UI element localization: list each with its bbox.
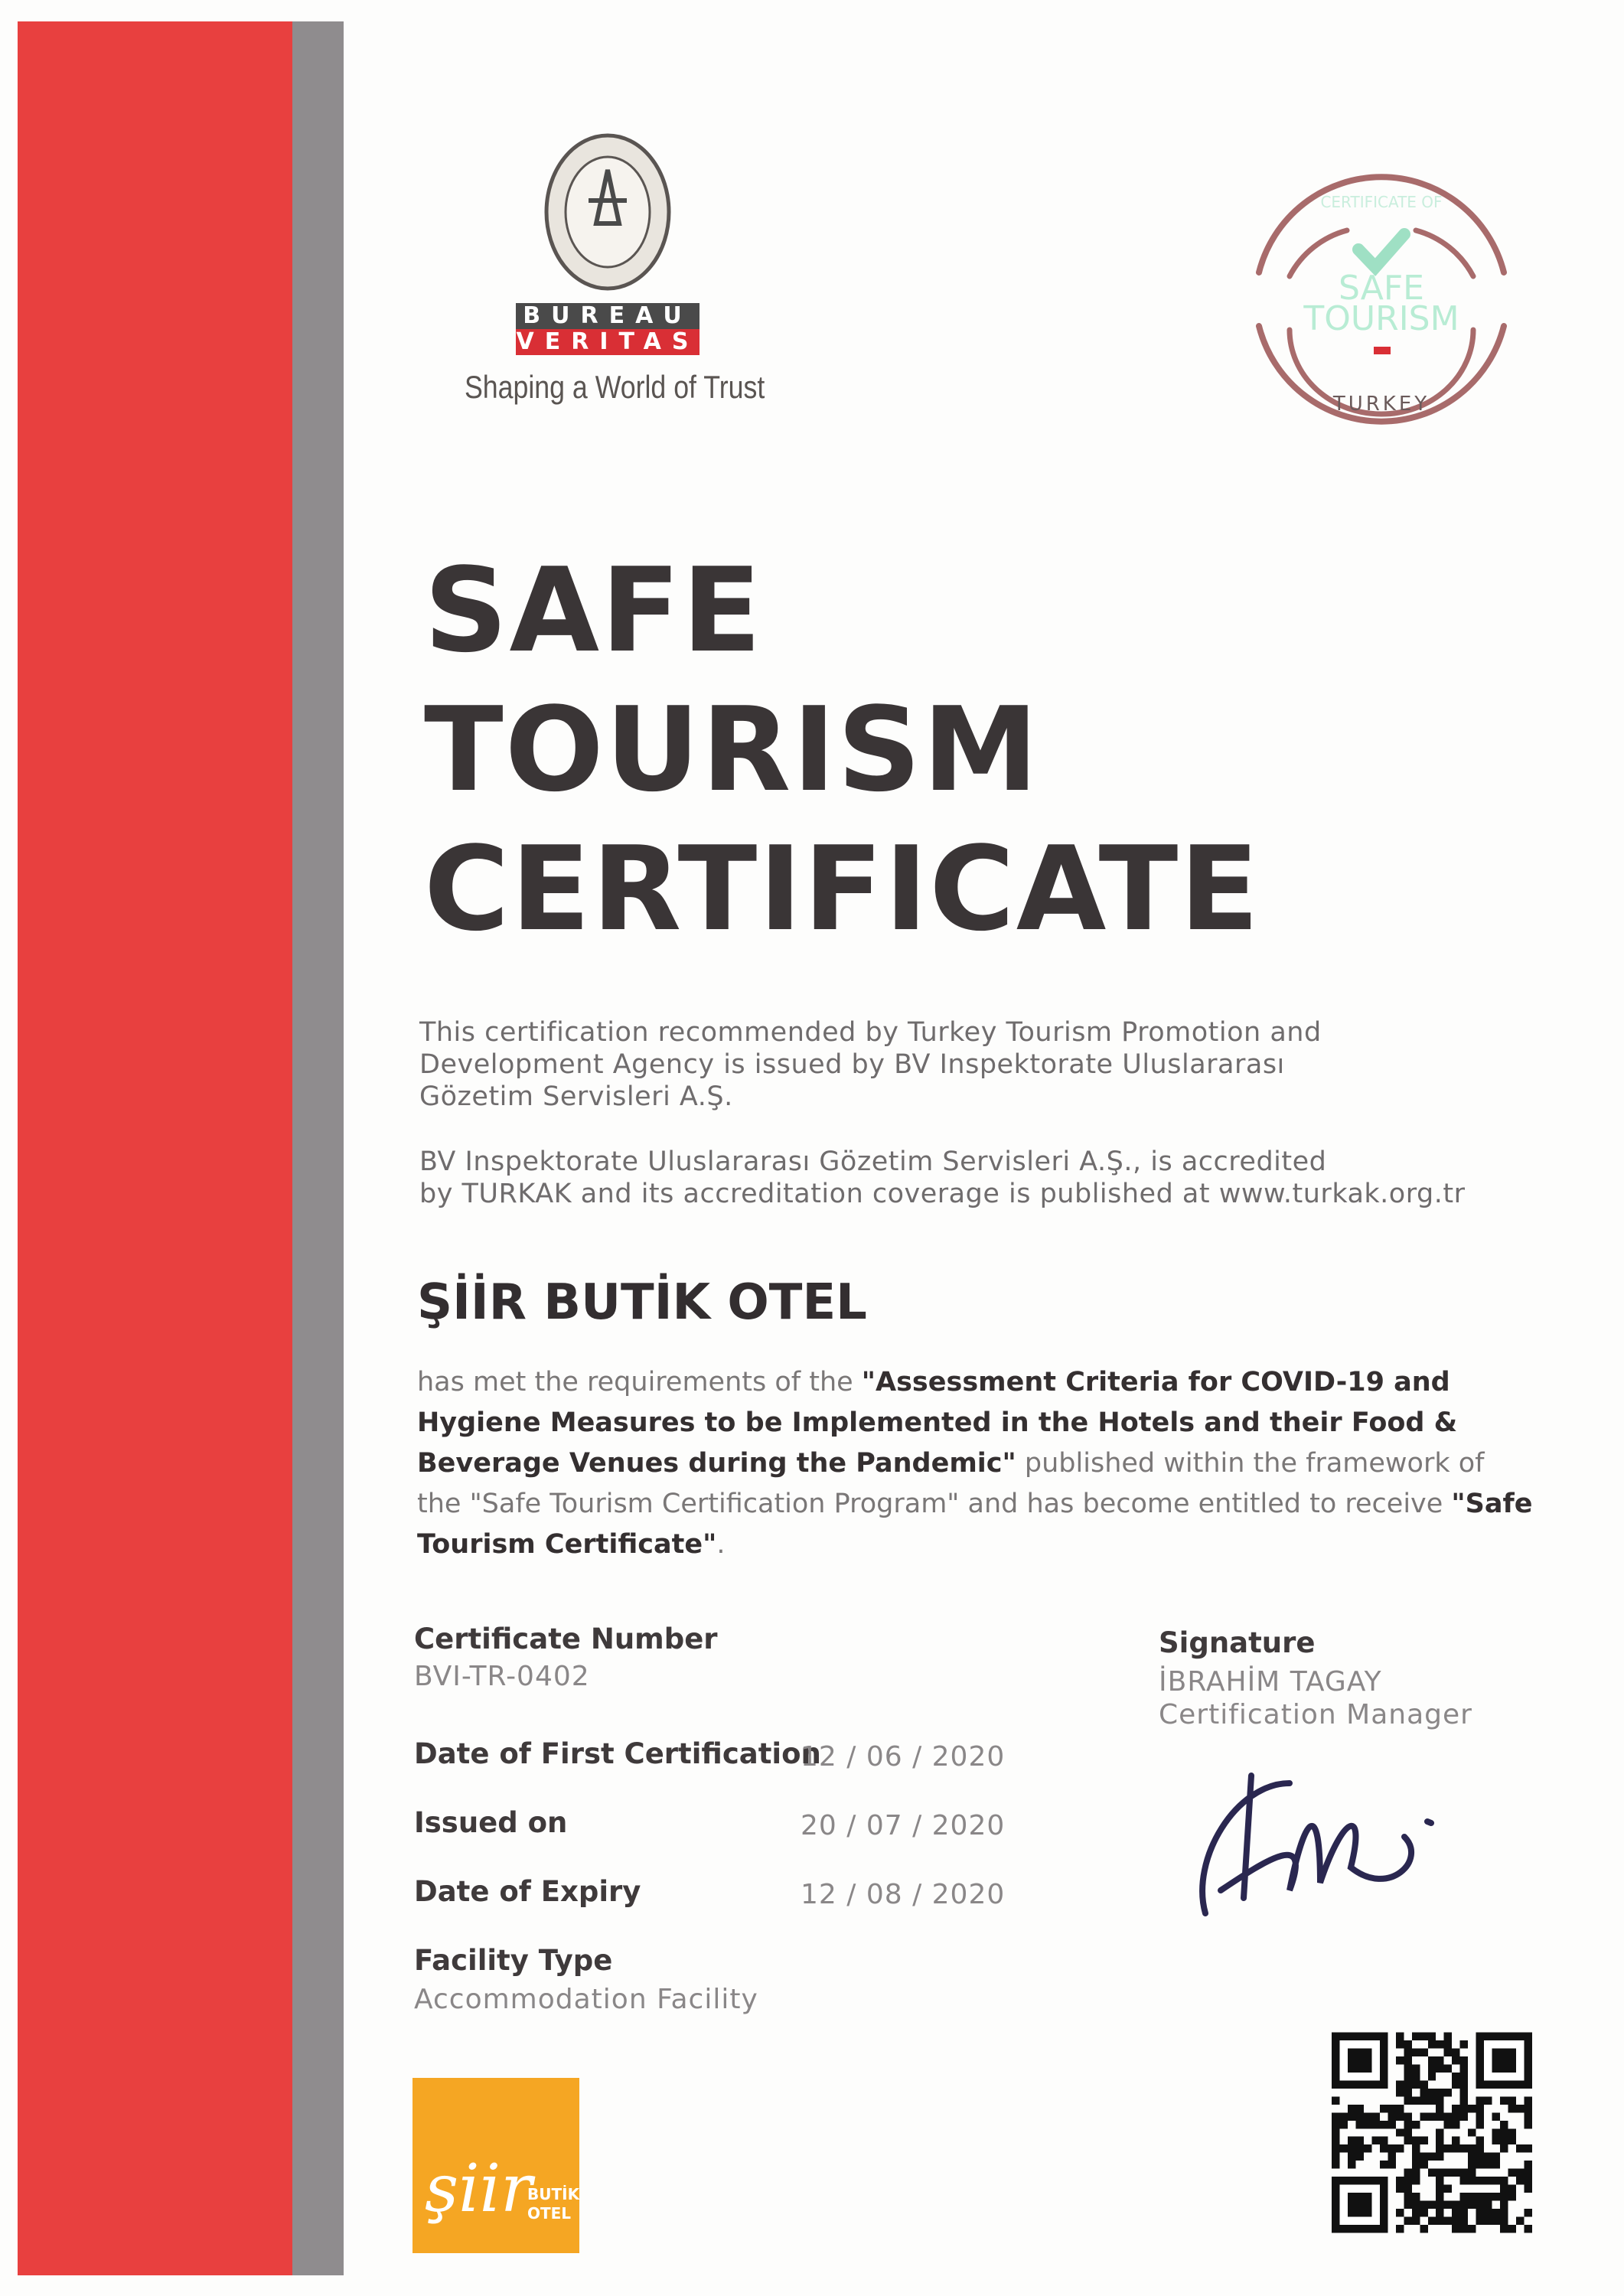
intro-line: Development Agency is issued by BV Inspektorate Uluslararası	[419, 1049, 1285, 1080]
statement-text: has met the requirements of the	[417, 1367, 862, 1397]
logo-sub-text: OTEL	[527, 2204, 572, 2223]
bv-emblem-icon	[543, 132, 673, 292]
accreditation-line: BV Inspektorate Uluslararası Gözetim Servisleri A.Ş., is accredited	[419, 1146, 1327, 1177]
first-cert-value: 12 / 06 / 2020	[801, 1741, 1006, 1773]
intro-line: Gözetim Servisleri A.Ş.	[419, 1081, 733, 1112]
statement-text: published within the framework of the "Safe Tourism Certification Program" and has become entitled to receive	[417, 1448, 1485, 1519]
seal-tourism: TOURISM	[1303, 299, 1459, 338]
bureau-veritas-logo	[439, 132, 776, 438]
statement-text: .	[716, 1529, 726, 1560]
issued-label: Issued on	[414, 1806, 568, 1839]
certificate-name: "Safe Tourism Certificate"	[417, 1489, 1533, 1560]
facility-value: Accommodation Facility	[414, 1984, 758, 2015]
bv-wordmark-top: BUREAU	[516, 303, 699, 329]
logo-sub-text: BUTİK	[527, 2185, 580, 2203]
first-cert-label: Date of First Certification	[414, 1737, 821, 1770]
facility-label: Facility Type	[414, 1944, 613, 1977]
signatory-name: İBRAHİM TAGAY	[1159, 1666, 1382, 1698]
expiry-label: Date of Expiry	[414, 1875, 641, 1908]
issued-value: 20 / 07 / 2020	[801, 1810, 1006, 1841]
checkmark-icon	[1358, 234, 1404, 267]
intro-line: This certification recommended by Turkey Tourism Promotion and	[419, 1017, 1322, 1048]
handwritten-signature	[1175, 1768, 1527, 1921]
safe-tourism-seal	[1244, 146, 1519, 433]
seal-turkey: TURKEY	[1332, 393, 1430, 416]
title-line-2: TOURISM	[424, 682, 1040, 817]
criteria-title: "Assessment Criteria for COVID-19 and Hygiene Measures to be Implemented in the Hotels and their Food & Beverage Venues during the Pandemic"	[417, 1367, 1458, 1479]
cert-number-value: BVI-TR-0402	[414, 1661, 590, 1692]
expiry-value: 12 / 08 / 2020	[801, 1879, 1006, 1910]
logo-main-text: şiir	[425, 2151, 533, 2227]
signature-label: Signature	[1159, 1626, 1316, 1659]
bv-slogan: Shaping a World of Trust	[465, 369, 765, 405]
qr-code	[1332, 2031, 1532, 2234]
gray-side-stripe	[292, 21, 344, 2275]
signatory-role: Certification Manager	[1159, 1699, 1472, 1730]
intro-paragraph	[419, 1016, 1537, 1113]
title-line-3: CERTIFICATE	[424, 821, 1261, 957]
hotel-name: ŞİİR BUTİK OTEL	[417, 1274, 867, 1331]
cert-number-label: Certificate Number	[414, 1623, 718, 1655]
accreditation-line: by TURKAK and its accreditation coverage is published at www.turkak.org.tr	[419, 1179, 1466, 1209]
siir-butik-otel-logo	[413, 2078, 579, 2253]
red-side-stripe	[18, 21, 292, 2275]
seal-arc-text: CERTIFICATE OF	[1320, 193, 1443, 211]
accreditation-paragraph	[419, 1146, 1537, 1210]
title-line-1: SAFE	[424, 543, 763, 678]
bv-wordmark-bottom: VERITAS	[516, 328, 699, 355]
seal-safe: SAFE	[1339, 269, 1424, 308]
certificate-statement	[417, 1362, 1534, 1565]
